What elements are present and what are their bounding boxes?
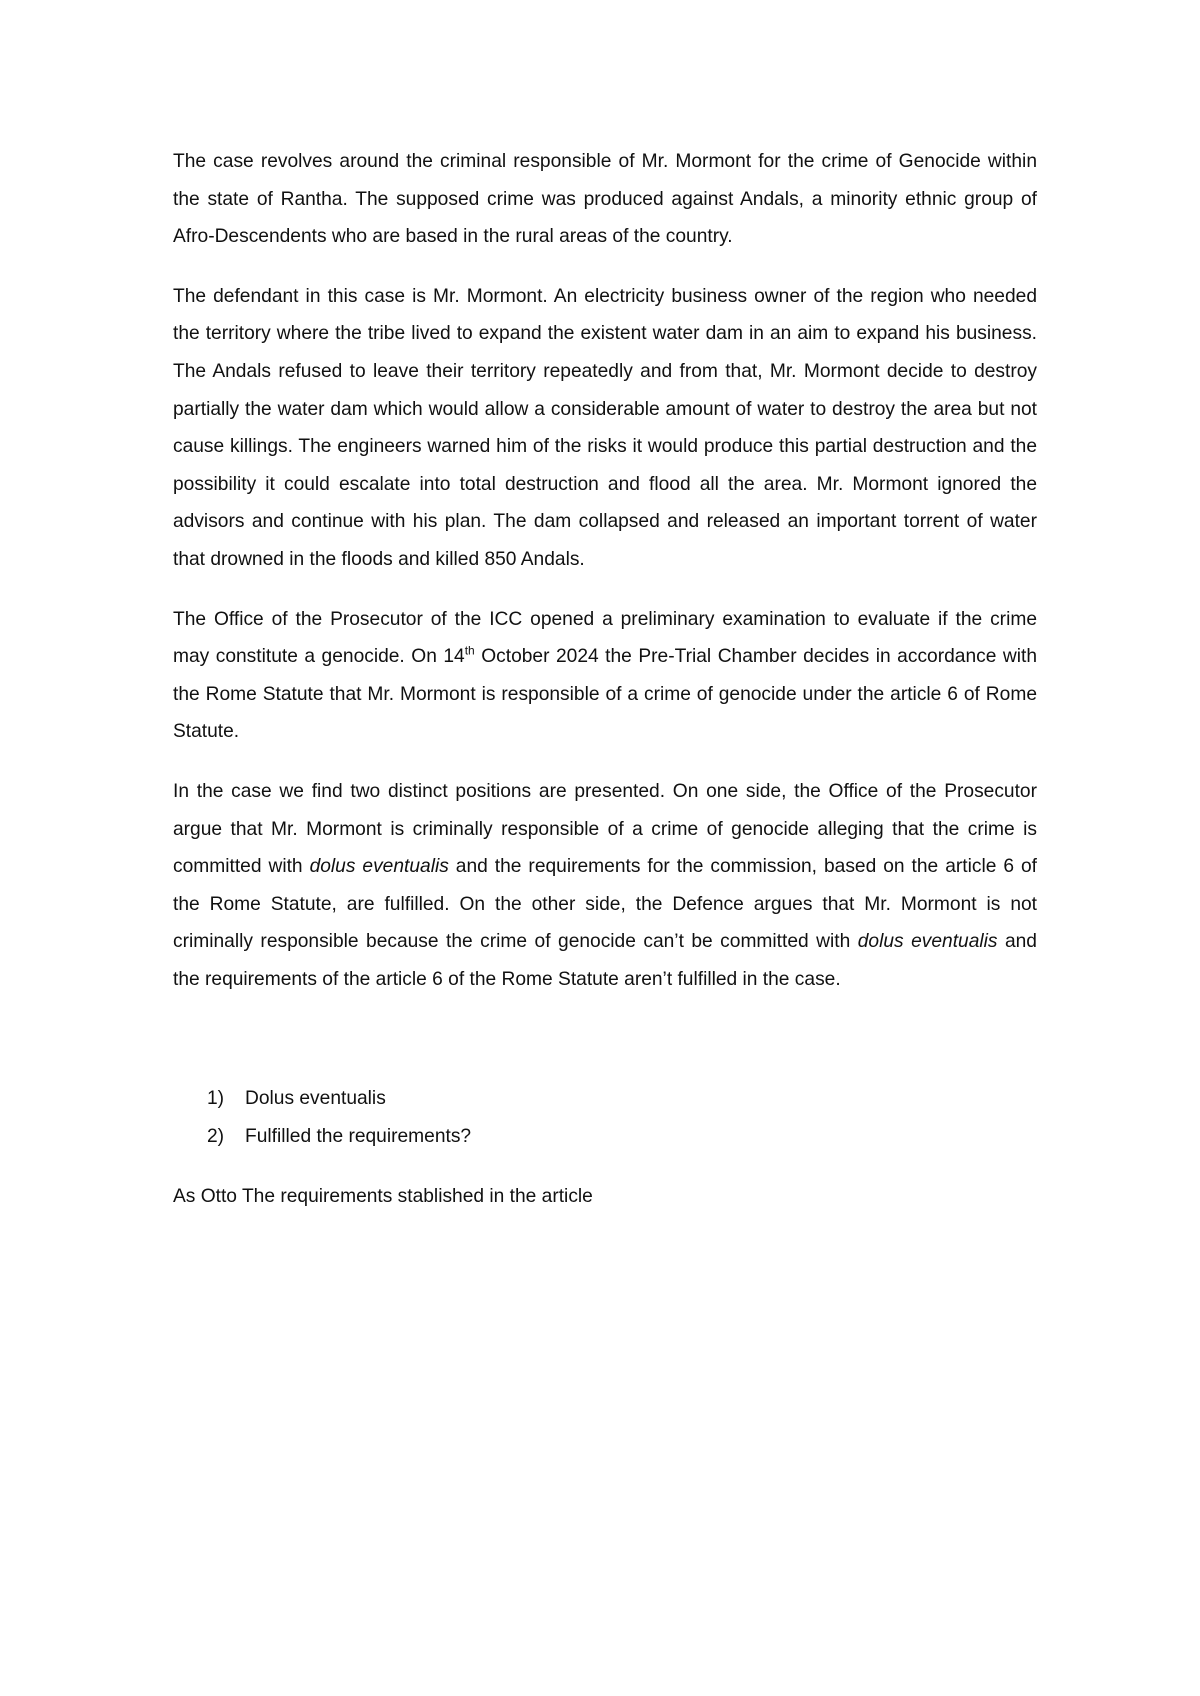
ordinal-suffix: th — [464, 643, 475, 658]
paragraph-text: In the case we find two distinct positions are presented. On one side, the Office of the Prosecutor argue that Mr. Mormont is criminally responsible of a crime of genocide alleging that the crime is committed with — [173, 780, 1037, 878]
paragraph-case-summary: The case revolves around the criminal responsible of Mr. Mormont for the crime of Genocide within the state of Rantha. The supposed crime was produced against Andals, a minority ethnic group of Afro-Descendents who are based in the rural areas of the country. — [173, 151, 1037, 248]
list-item — [173, 1118, 1037, 1156]
list-item-number: 2) — [207, 1126, 225, 1148]
paragraph-text: The Office of the Prosecutor of the ICC opened a preliminary examination to evaluate if the crime may constitute a genocide. On 14 — [173, 608, 1037, 668]
paragraph-closing: As Otto The requirements stablished in the article — [173, 1185, 593, 1207]
numbered-list — [173, 1080, 1037, 1155]
paragraph-text: and the requirements of the article 6 of the Rome Statute aren’t fulfilled in the case. — [173, 931, 1037, 990]
italic-term: dolus eventualis — [309, 856, 449, 878]
list-item-number: 1) — [207, 1088, 225, 1110]
paragraph-text: and the requirements for the commission, based on the article 6 of the Rome Statute, are fulfilled. On the other side, the Defence argues that Mr. Mormont is not criminally responsible because the crime of genocide can’t be committed with — [173, 856, 1037, 953]
document-page — [173, 143, 1037, 1237]
paragraph-defendant: The defendant in this case is Mr. Mormont. An electricity business owner of the region who needed the territory where the tribe lived to expand the existent water dam in an aim to expand his business. The Andals refused to leave their territory repeatedly and from that, Mr. Mormont decide to destroy partially the water dam which would allow a considerable amount of water to destroy the area but not cause killings. The engineers warned him of the risks it would produce this partial destruction and the possibility it could escalate into total destruction and flood all the area. Mr. Mormont ignored the advisors and continue with his plan. The dam collapsed and released an important torrent of water that drowned in the floods and killed 850 Andals. — [173, 285, 1037, 570]
list-item-text: Fulfilled the requirements? — [245, 1126, 472, 1148]
blank-space — [173, 1020, 1037, 1080]
paragraph-text: October 2024 the Pre-Trial Chamber decides in accordance with the Rome Statute that Mr. Mormont is responsible of a crime of genocide under the article 6 of Rome Statute. — [173, 646, 1038, 743]
italic-term: dolus eventualis — [857, 931, 998, 953]
list-item — [173, 1080, 1037, 1118]
paragraph-prosecutor-examination — [173, 601, 1037, 751]
list-item-text: Dolus eventualis — [245, 1088, 386, 1110]
paragraph-positions — [173, 773, 1037, 999]
